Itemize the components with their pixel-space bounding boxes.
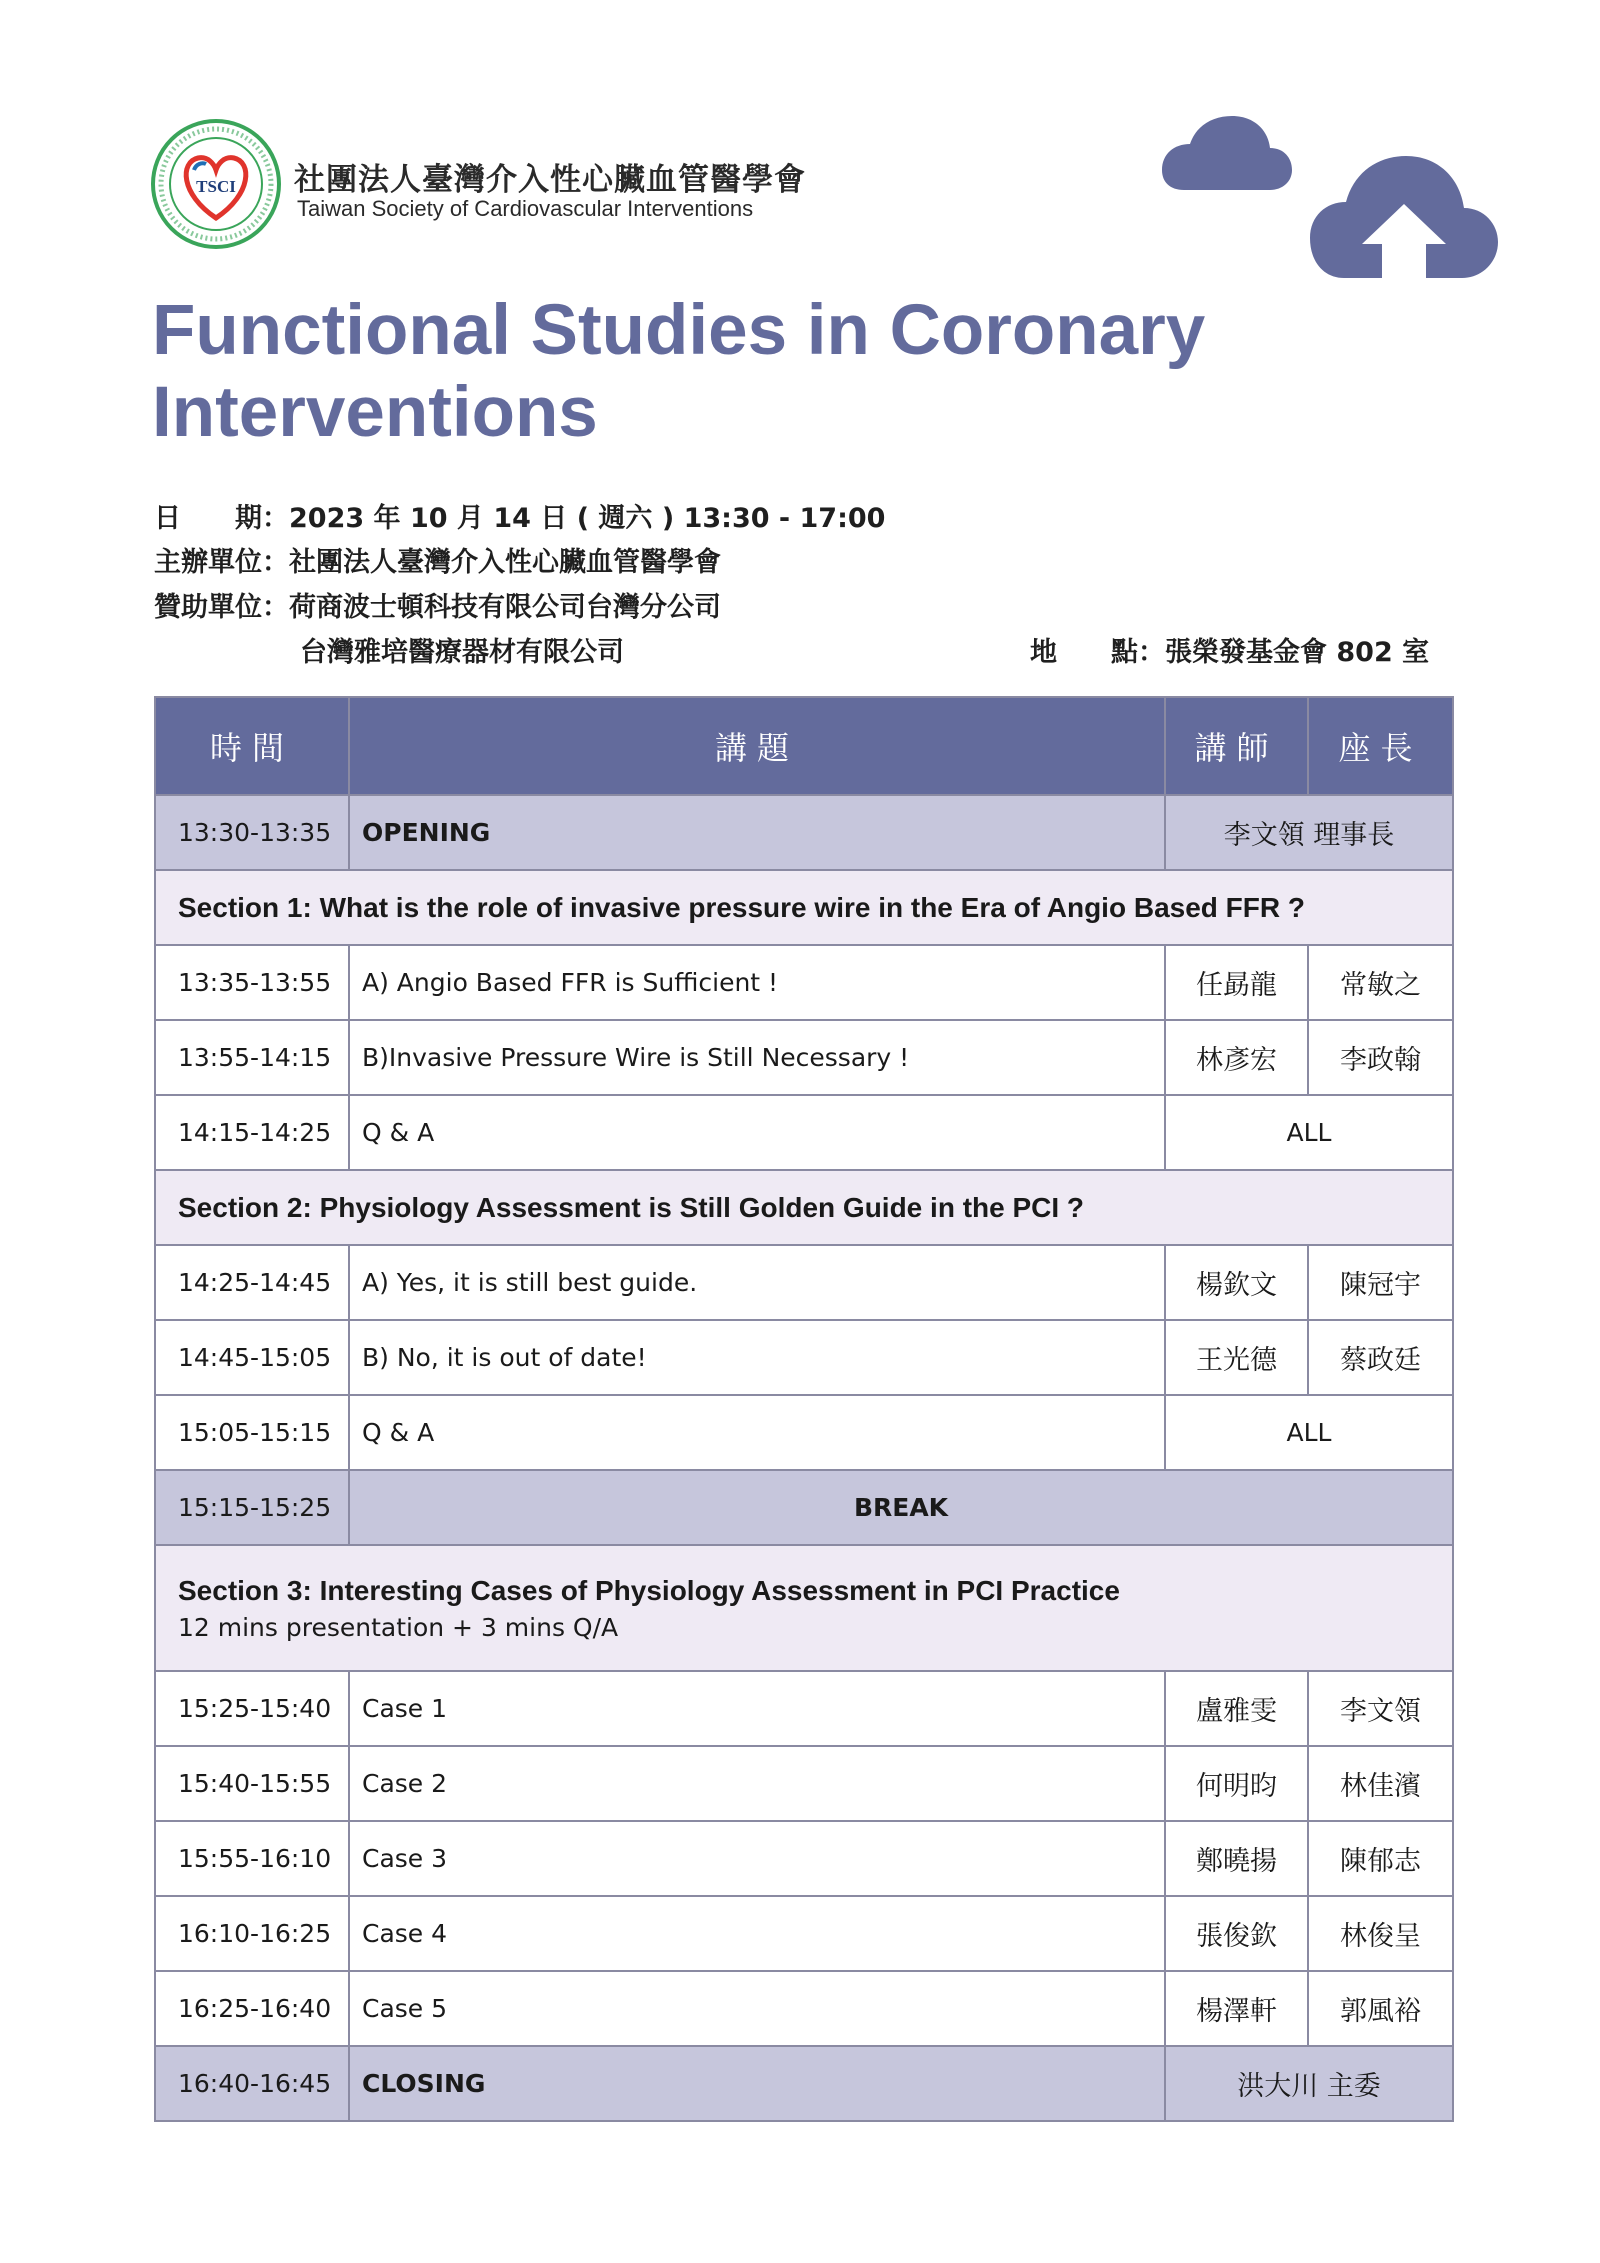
venue-line	[1030, 630, 1429, 669]
table-row	[155, 945, 1453, 1020]
row-chair: 郭風裕	[1308, 1971, 1453, 2046]
qa-row	[155, 1395, 1453, 1470]
opening-person: 李文領 理事長	[1165, 795, 1453, 870]
sponsor-line	[154, 585, 721, 624]
table-row	[155, 1896, 1453, 1971]
row-topic: Case 2	[349, 1746, 1165, 1821]
heart-logo-icon	[150, 118, 282, 250]
break-label: BREAK	[349, 1470, 1453, 1545]
section-1-title: Section 1: What is the role of invasive pressure wire in the Era of Angio Based FFR ?	[155, 870, 1453, 945]
row-time: 15:40-15:55	[155, 1746, 349, 1821]
row-topic: Case 1	[349, 1671, 1165, 1746]
row-time: 15:05-15:15	[155, 1395, 349, 1470]
header-time: 時間	[155, 697, 349, 795]
row-topic: A) Angio Based FFR is Sufficient !	[349, 945, 1165, 1020]
page-title	[152, 290, 1302, 454]
row-speaker: 張俊欽	[1165, 1896, 1308, 1971]
header-chair: 座長	[1308, 697, 1453, 795]
cloud-upload-icon	[1150, 112, 1540, 292]
closing-time: 16:40-16:45	[155, 2046, 349, 2121]
row-person: ALL	[1165, 1095, 1453, 1170]
table-row	[155, 1320, 1453, 1395]
org-name-english: Taiwan Society of Cardiovascular Interventions	[297, 196, 754, 221]
title-line-1: Functional Studies in Coronary	[152, 291, 1206, 370]
row-chair: 李文領	[1308, 1671, 1453, 1746]
date-line	[154, 496, 885, 535]
section-3-note: 12 mins presentation + 3 mins Q/A	[178, 1612, 619, 1642]
row-speaker: 何明昀	[1165, 1746, 1308, 1821]
row-speaker: 王光德	[1165, 1320, 1308, 1395]
date-value: 2023 年 10 月 14 日 ( 週六 ) 13:30 - 17:00	[289, 503, 886, 534]
row-chair: 蔡政廷	[1308, 1320, 1453, 1395]
header-speaker: 講師	[1165, 697, 1308, 795]
opening-time: 13:30-13:35	[155, 795, 349, 870]
organizer-label: 主辦單位：	[154, 547, 289, 578]
venue-value: 張榮發基金會 802 室	[1165, 637, 1430, 668]
table-row	[155, 1746, 1453, 1821]
qa-row	[155, 1095, 1453, 1170]
row-topic: Case 4	[349, 1896, 1165, 1971]
section-1-row	[155, 870, 1453, 945]
row-time: 13:55-14:15	[155, 1020, 349, 1095]
header-topic: 講題	[349, 697, 1165, 795]
section-3-title: Section 3: Interesting Cases of Physiology Assessment in PCI Practice	[178, 1574, 1120, 1606]
schedule-table	[154, 696, 1454, 2122]
closing-row	[155, 2046, 1453, 2121]
row-time: 13:35-13:55	[155, 945, 349, 1020]
organizer-line	[154, 540, 721, 579]
row-person: ALL	[1165, 1395, 1453, 1470]
sponsor-1: 荷商波士頓科技有限公司台灣分公司	[289, 592, 721, 623]
row-speaker: 鄭曉揚	[1165, 1821, 1308, 1896]
organizer-value: 社團法人臺灣介入性心臟血管醫學會	[289, 547, 721, 578]
row-chair: 陳郁志	[1308, 1821, 1453, 1896]
row-chair: 林俊呈	[1308, 1896, 1453, 1971]
row-time: 16:10-16:25	[155, 1896, 349, 1971]
row-speaker: 盧雅雯	[1165, 1671, 1308, 1746]
table-row	[155, 1020, 1453, 1095]
table-row	[155, 1245, 1453, 1320]
row-time: 15:25-15:40	[155, 1671, 349, 1746]
row-topic: Q & A	[349, 1095, 1165, 1170]
date-label: 日 期：	[154, 503, 289, 534]
title-line-2: Interventions	[152, 373, 598, 452]
row-time: 15:55-16:10	[155, 1821, 349, 1896]
row-time: 14:15-14:25	[155, 1095, 349, 1170]
row-speaker: 楊澤軒	[1165, 1971, 1308, 2046]
row-topic: A) Yes, it is still best guide.	[349, 1245, 1165, 1320]
row-topic: B)Invasive Pressure Wire is Still Necessary !	[349, 1020, 1165, 1095]
closing-person: 洪大川 主委	[1165, 2046, 1453, 2121]
sponsor-2: 台灣雅培醫療器材有限公司	[300, 637, 624, 668]
section-3-row	[155, 1545, 1453, 1671]
row-topic: B) No, it is out of date!	[349, 1320, 1165, 1395]
section-2-row	[155, 1170, 1453, 1245]
row-time: 14:45-15:05	[155, 1320, 349, 1395]
svg-text:TSCI: TSCI	[196, 177, 236, 196]
row-speaker: 任勗龍	[1165, 945, 1308, 1020]
table-header-row	[155, 697, 1453, 795]
venue-label: 地 點：	[1030, 637, 1165, 668]
row-chair: 陳冠宇	[1308, 1245, 1453, 1320]
row-topic: Case 3	[349, 1821, 1165, 1896]
row-chair: 林佳濱	[1308, 1746, 1453, 1821]
row-topic: Case 5	[349, 1971, 1165, 2046]
row-topic: Q & A	[349, 1395, 1165, 1470]
section-2-title: Section 2: Physiology Assessment is Still Golden Guide in the PCI ?	[155, 1170, 1453, 1245]
opening-label: OPENING	[349, 795, 1165, 870]
row-time: 14:25-14:45	[155, 1245, 349, 1320]
table-row	[155, 1971, 1453, 2046]
table-row	[155, 1821, 1453, 1896]
row-chair: 常敏之	[1308, 945, 1453, 1020]
opening-row	[155, 795, 1453, 870]
break-row	[155, 1470, 1453, 1545]
row-speaker: 楊欽文	[1165, 1245, 1308, 1320]
row-time: 16:25-16:40	[155, 1971, 349, 2046]
table-row	[155, 1671, 1453, 1746]
section-3-cell	[155, 1545, 1453, 1671]
org-name-chinese: 社團法人臺灣介入性心臟血管醫學會	[294, 162, 806, 198]
closing-label: CLOSING	[349, 2046, 1165, 2121]
break-time: 15:15-15:25	[155, 1470, 349, 1545]
row-speaker: 林彥宏	[1165, 1020, 1308, 1095]
sponsor-label: 贊助單位：	[154, 592, 289, 623]
row-chair: 李政翰	[1308, 1020, 1453, 1095]
